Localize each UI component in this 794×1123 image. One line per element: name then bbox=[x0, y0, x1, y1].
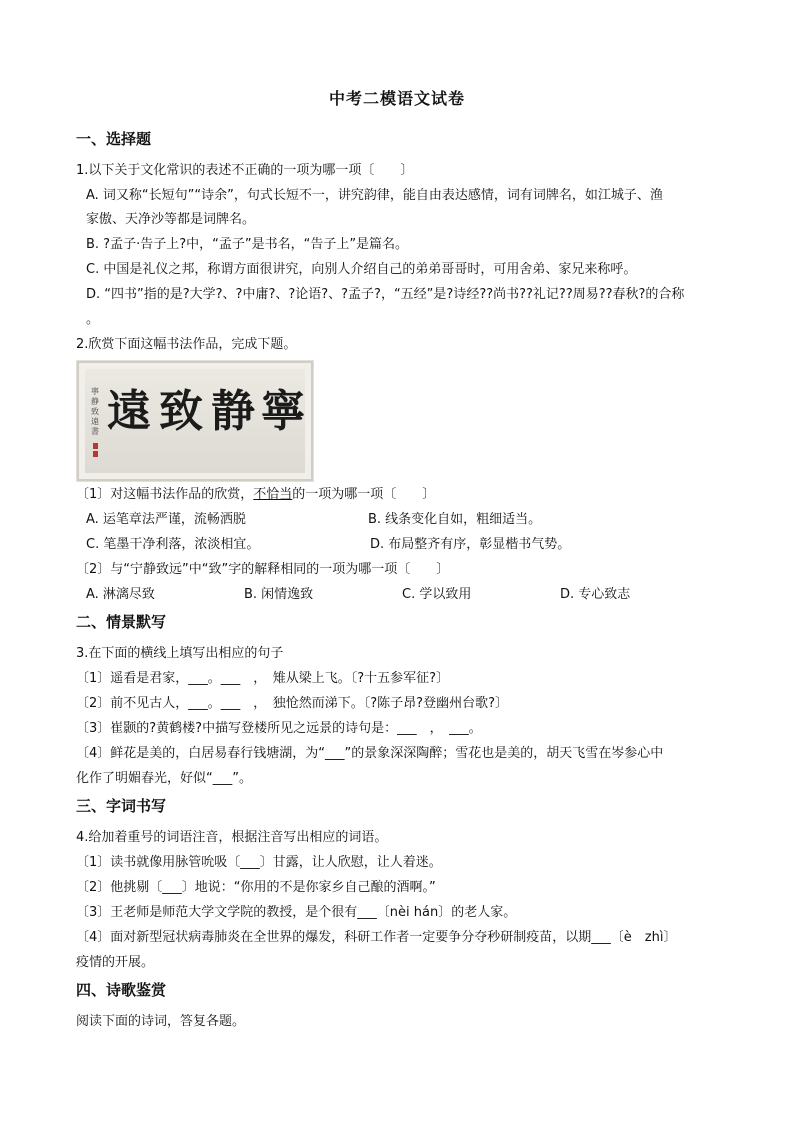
sub-1-options-row-2 bbox=[86, 536, 571, 554]
calligraphy-signature: 寧静致遠書 bbox=[91, 387, 99, 436]
question-3-stem: 3.在下面的横线上填写出相应的句子 bbox=[76, 646, 284, 661]
question-4-line-2: 〔2〕他挑剔〔___〕地说：“你用的不是你家乡自己酿的酒啊。” bbox=[76, 880, 436, 895]
question-2-stem: 2.欣赏下面这幅书法作品，完成下题。 bbox=[76, 337, 297, 352]
question-2-sub-1 bbox=[76, 486, 435, 504]
sub-1-option-d: D. 布局整齐有序，彰显楷书气势。 bbox=[370, 537, 571, 552]
question-1-option-a-cont: 家傲、天净沙等都是词牌名。 bbox=[86, 212, 256, 227]
question-4-stem: 4.给加着重号的词语注音，根据注音写出相应的词语。 bbox=[76, 830, 388, 845]
sub-1-suffix: 的一项为哪一项〔 〕 bbox=[292, 487, 436, 502]
sub-1-prefix: 〔1〕对这幅书法作品的欣赏， bbox=[76, 487, 254, 502]
question-1-stem: 1.以下关于文化常识的表述不正确的一项为哪一项〔 〕 bbox=[76, 163, 414, 178]
section-heading-recitation: 二、情景默写 bbox=[76, 613, 167, 631]
sub-2-option-b: B. 闲情逸致 bbox=[244, 587, 314, 602]
sub-2-option-c: C. 学以致用 bbox=[402, 587, 472, 602]
sub-1-underlined: 不恰当 bbox=[253, 487, 293, 502]
sub-1-option-c: C. 笔墨干净利落，浓淡相宜。 bbox=[86, 537, 260, 552]
question-1-option-b: B. ?孟子·告子上?中，“孟子”是书名，“告子上”是篇名。 bbox=[86, 237, 409, 252]
question-1-option-a: A. 词又称“长短句”“诗余”，句式长短不一，讲究韵律，能自由表达感情，词有词牌名，如江城子、渔 bbox=[86, 188, 663, 203]
sub-1-options-row-1 bbox=[86, 511, 542, 529]
calligraphy-char: 静 bbox=[211, 386, 255, 437]
calligraphy-char: 寧 bbox=[261, 386, 305, 437]
question-4-line-4: 〔4〕面对新型冠状病毒肺炎在全世界的爆发，科研工作者一定要争分夺秒研制疫苗，以期___〔è zhì〕 bbox=[76, 930, 677, 945]
section-heading-choice: 一、选择题 bbox=[76, 130, 152, 148]
question-1-option-c: C. 中国是礼仪之邦，称谓方面很讲究，向别人介绍自己的弟弟哥哥时，可用舍弟、家兄来称呼。 bbox=[86, 262, 637, 277]
question-1-option-d: D. “四书”指的是?大学?、?中庸?、?论语?、?孟子?，“五经”是?诗经??尚书??礼记??周易??春秋?的合称 bbox=[86, 287, 685, 302]
question-4-line-4-cont: 疫情的开展。 bbox=[76, 955, 155, 970]
question-3-line-4: 〔4〕鲜花是美的，白居易春行钱塘湖，为“___”的景象深深陶醉；雪花也是美的，胡天飞雪在岑参心中 bbox=[76, 746, 664, 761]
question-3-line-3: 〔3〕崔颢的?黄鹤楼?中描写登楼所见之远景的诗句是：___ ， ___。 bbox=[76, 721, 482, 736]
calligraphy-char: 致 bbox=[159, 386, 203, 437]
sub-1-option-a: A. 运笔章法严谨，流畅洒脱 bbox=[86, 512, 246, 527]
page-title: 中考二模语文试卷 bbox=[328, 89, 465, 108]
calligraphy-char: 遠 bbox=[107, 386, 151, 437]
question-3-line-4-cont: 化作了明媚春光，好似“___”。 bbox=[76, 771, 252, 786]
sub-2-option-d: D. 专心致志 bbox=[560, 587, 631, 602]
question-3-line-2: 〔2〕前不见古人，___。___ ， 独怆然而涕下。〔?陈子昂?登幽州台歌?〕 bbox=[76, 696, 508, 711]
calligraphy-frame bbox=[77, 361, 313, 481]
section-heading-words: 三、字词书写 bbox=[76, 797, 167, 815]
question-1-option-d-cont: 。 bbox=[86, 312, 100, 327]
calligraphy-image bbox=[76, 360, 314, 482]
sub-2-option-a: A. 淋漓尽致 bbox=[86, 587, 155, 602]
question-2-sub-2: 〔2〕与“宁静致远”中“致”字的解释相同的一项为哪一项〔 〕 bbox=[76, 562, 450, 577]
question-4-line-3: 〔3〕王老师是师范大学文学院的教授，是个很有___〔nèi hán〕的老人家。 bbox=[76, 905, 517, 920]
question-3-line-1: 〔1〕遥看是君家，___。___ ， 雉从梁上飞。〔?十五参军征?〕 bbox=[76, 671, 450, 686]
sub-2-options-row bbox=[86, 586, 631, 604]
sub-1-option-b: B. 线条变化自如，粗细适当。 bbox=[368, 512, 542, 527]
section-heading-poetry: 四、诗歌鉴赏 bbox=[76, 981, 167, 999]
question-5-stem: 阅读下面的诗词，答复各题。 bbox=[76, 1014, 246, 1029]
question-4-line-1: 〔1〕读书就像用脉管吮吸〔___〕甘露，让人欣慰，让人着迷。 bbox=[76, 855, 442, 870]
